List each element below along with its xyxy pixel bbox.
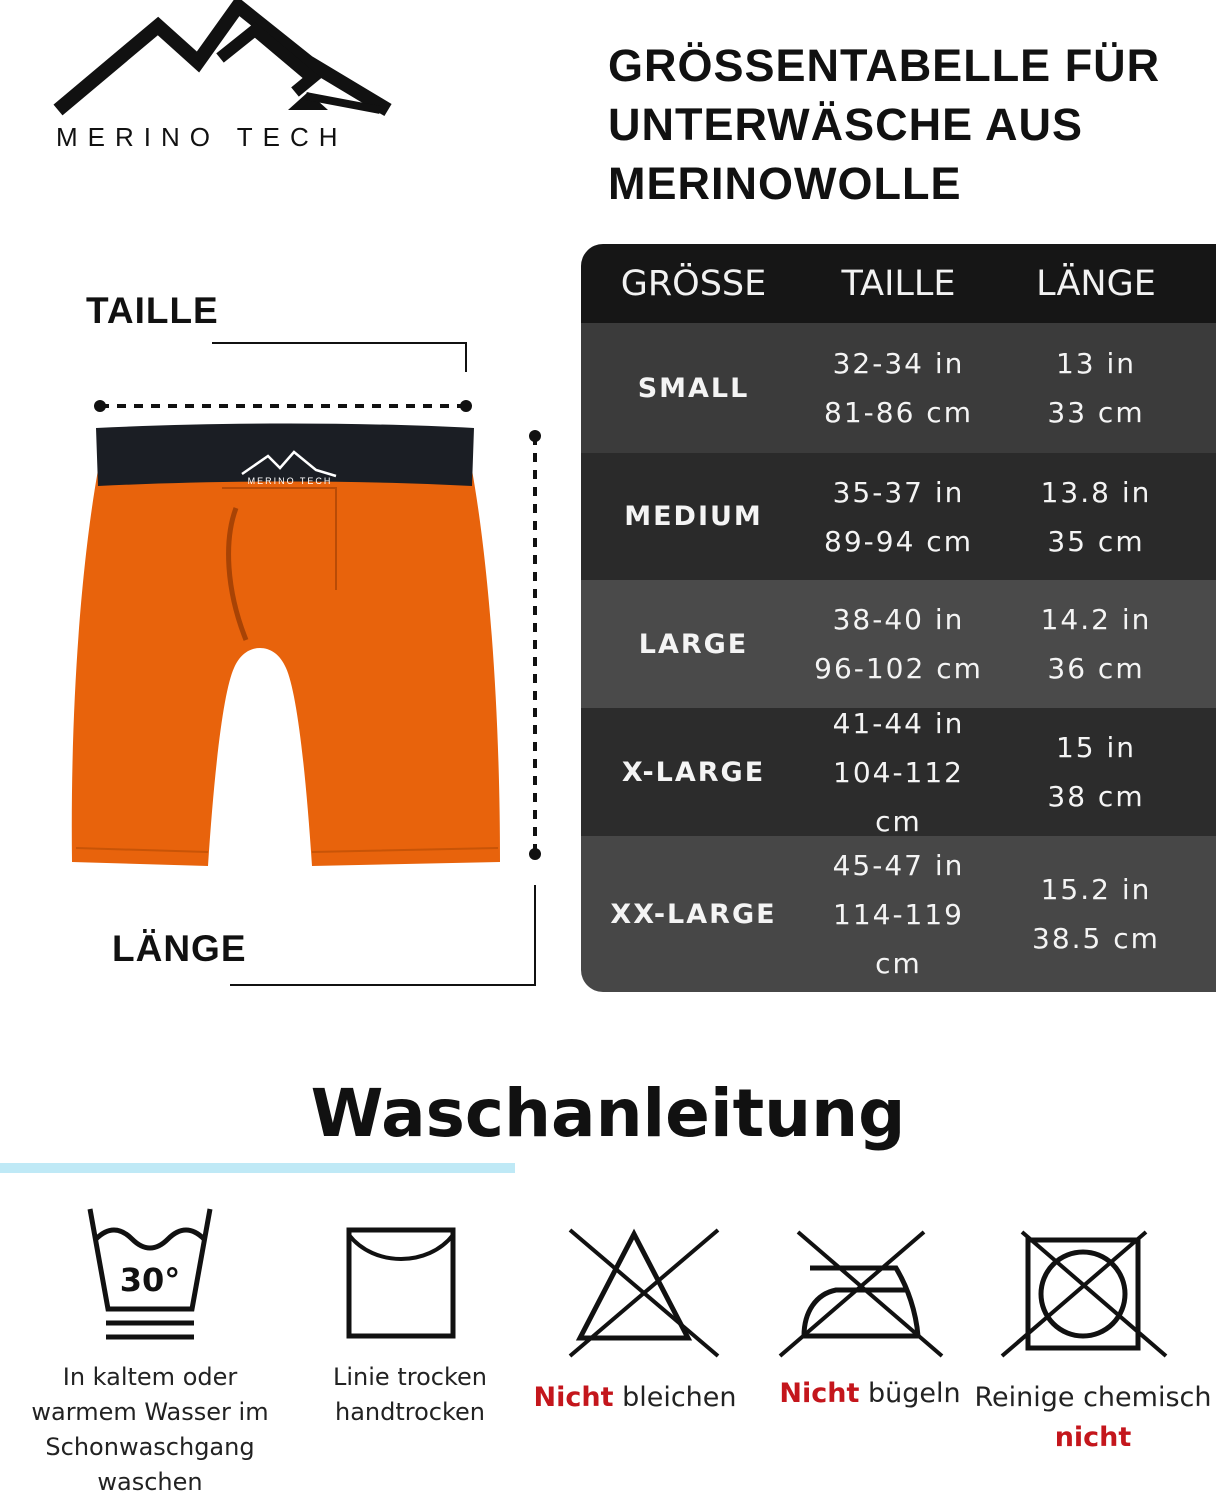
size-cell: MEDIUM bbox=[624, 501, 763, 532]
length-leader-line bbox=[230, 885, 535, 985]
waist-in: 38-40 in bbox=[832, 603, 965, 636]
waist-leader-line bbox=[212, 343, 466, 372]
waist-in: 35-37 in bbox=[832, 475, 965, 509]
page-title-line-1: GRÖSSENTABELLE FÜR bbox=[608, 40, 1161, 91]
wash-30-gentle-icon bbox=[84, 1205, 216, 1345]
header-waist: TAILLE bbox=[841, 263, 956, 304]
size-cell: LARGE bbox=[638, 628, 749, 660]
length-cm: 35 cm bbox=[1047, 524, 1145, 558]
line-dry-icon bbox=[344, 1225, 458, 1341]
wash-section-title: Waschanleitung bbox=[310, 1075, 906, 1152]
size-cell: SMALL bbox=[637, 372, 750, 404]
page-title-line-2: UNTERWÄSCHE AUS bbox=[608, 99, 1084, 150]
waist-cell bbox=[806, 468, 991, 566]
no-iron-icon bbox=[776, 1228, 946, 1358]
length-cm: 38 cm bbox=[1047, 780, 1145, 813]
length-label: LÄNGE bbox=[112, 928, 247, 969]
wash-label-line: Schonwaschgang bbox=[45, 1433, 255, 1461]
length-cell bbox=[991, 723, 1201, 821]
boxer-body bbox=[72, 470, 500, 866]
length-cell bbox=[991, 339, 1201, 437]
header-size: GRÖSSE bbox=[620, 263, 767, 304]
length-in: 13 in bbox=[1055, 347, 1137, 380]
waist-in: 41-44 in bbox=[832, 706, 965, 740]
waist-cell bbox=[806, 339, 991, 437]
length-cell bbox=[991, 865, 1201, 963]
waist-label: TAILLE bbox=[86, 290, 219, 331]
no-bleach-emphasis: Nicht bbox=[533, 1382, 614, 1413]
size-table bbox=[581, 244, 1216, 992]
length-cm: 36 cm bbox=[1047, 652, 1145, 685]
no-iron-text: bügeln bbox=[867, 1378, 961, 1409]
no-dry-clean-text: Reinige chemisch bbox=[974, 1382, 1212, 1413]
waist-cell bbox=[806, 595, 991, 693]
wash-label-line: In kaltem oder bbox=[62, 1363, 238, 1391]
table-row bbox=[581, 836, 1216, 992]
table-row bbox=[581, 323, 1216, 453]
no-bleach-text: bleichen bbox=[622, 1382, 737, 1413]
header-length: LÄNGE bbox=[1036, 263, 1156, 304]
no-bleach-label bbox=[520, 1380, 750, 1415]
line-dry-label bbox=[300, 1360, 520, 1430]
waist-cm: 96-102 cm bbox=[814, 652, 983, 685]
waist-cm: 114-119 cm bbox=[833, 897, 964, 980]
boxer-brief-diagram bbox=[40, 330, 580, 1000]
length-in: 13.8 in bbox=[1040, 475, 1152, 509]
wash-label-line: waschen bbox=[97, 1468, 203, 1496]
line-dry-label-line: handtrocken bbox=[334, 1398, 485, 1426]
wash-label-line: warmem Wasser im bbox=[31, 1398, 269, 1426]
length-cell bbox=[991, 468, 1201, 566]
brand-logo-text: MERINO TECH bbox=[56, 122, 348, 152]
wash-label bbox=[20, 1360, 280, 1500]
size-cell: X-LARGE bbox=[621, 756, 766, 788]
waist-cm: 81-86 cm bbox=[824, 396, 973, 429]
page-title bbox=[608, 36, 1208, 213]
length-in: 14.2 in bbox=[1040, 603, 1152, 636]
waistband-logo-text: MERINO TECH bbox=[247, 476, 333, 486]
size-cell: XX-LARGE bbox=[610, 898, 777, 930]
size-table-header bbox=[581, 244, 1216, 323]
wash-divider bbox=[0, 1163, 515, 1173]
length-cm: 38.5 cm bbox=[1032, 922, 1160, 955]
wash-temperature: 30° bbox=[119, 1261, 181, 1299]
table-row bbox=[581, 580, 1216, 708]
no-dry-clean-label bbox=[970, 1378, 1216, 1458]
page-title-line-3: MERINOWOLLE bbox=[608, 158, 962, 209]
no-dry-clean-icon bbox=[998, 1228, 1170, 1358]
no-dry-clean-emphasis: nicht bbox=[1054, 1422, 1132, 1453]
waist-in: 32-34 in bbox=[832, 347, 965, 380]
table-row bbox=[581, 708, 1216, 836]
length-cm: 33 cm bbox=[1047, 396, 1145, 429]
no-iron-label bbox=[760, 1376, 980, 1411]
waist-cell bbox=[806, 699, 991, 846]
no-iron-emphasis: Nicht bbox=[779, 1378, 860, 1409]
length-cell bbox=[991, 595, 1201, 693]
waist-cell bbox=[806, 841, 991, 988]
no-bleach-icon bbox=[568, 1226, 720, 1360]
waist-cm: 89-94 cm bbox=[824, 524, 973, 558]
waist-in: 45-47 in bbox=[832, 848, 965, 882]
table-row bbox=[581, 453, 1216, 580]
line-dry-label-line: Linie trocken bbox=[333, 1363, 487, 1391]
length-in: 15 in bbox=[1055, 731, 1137, 764]
length-in: 15.2 in bbox=[1040, 873, 1152, 906]
waist-cm: 104-112 cm bbox=[833, 755, 964, 838]
